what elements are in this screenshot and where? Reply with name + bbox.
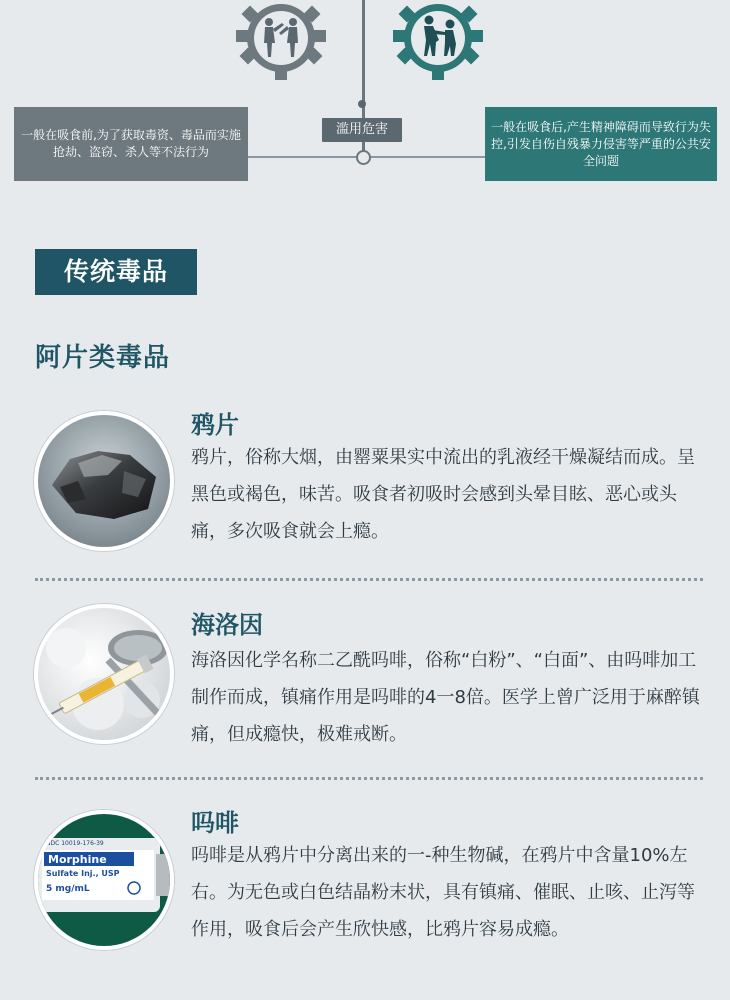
vial-line2: Sulfate Inj., USP — [46, 869, 120, 878]
heroin-photo — [34, 604, 174, 744]
divider — [35, 777, 703, 780]
section-badge-traditional-drugs: 传统毒品 — [35, 249, 197, 295]
vial-strength: 5 mg/mL — [46, 884, 90, 894]
vial-brand: Morphine — [48, 853, 107, 866]
morphine-vial-photo — [34, 810, 174, 950]
vial-ndc: NDC 10019-176-39 — [46, 840, 104, 847]
subsection-title-opiates: 阿片类毒品 — [35, 343, 171, 373]
diagram-node — [356, 150, 371, 165]
abuse-harm-label: 滥用危害 — [322, 118, 402, 142]
drug-name-heroin: 海洛因 — [191, 611, 263, 639]
opium-photo — [34, 411, 174, 551]
drug-name-opium: 鸦片 — [191, 411, 239, 439]
heroin-image — [38, 608, 170, 740]
drug-name-morphine: 吗啡 — [191, 809, 239, 837]
gear-violence-icon — [236, 0, 326, 86]
diagram-dot — [358, 100, 366, 108]
divider — [35, 578, 703, 581]
opium-image — [38, 415, 170, 547]
gear-assault-icon — [393, 0, 483, 86]
before-use-box: 一般在吸食前,为了获取毒资、毒品而实施抢劫、盗窃、杀人等不法行为 — [14, 107, 248, 181]
after-use-box: 一般在吸食后,产生精神障碍而导致行为失控,引发自伤自残暴力侵害等严重的公共安全问题 — [485, 107, 717, 181]
drug-description-morphine: 吗啡是从鸦片中分离出来的一-种生物碱，在鸦片中含量10%左右。为无色或白色结晶粉末状，具有镇痛、催眠、止咳、止泻等作用，吸食后会产生欣快感，比鸦片容易成瘾。 — [191, 845, 695, 940]
morphine-image — [38, 814, 170, 946]
drug-description-opium: 鸦片，俗称大烟，由罂粟果实中流出的乳液经干燥凝结而成。呈黑色或褐色，味苦。吸食者初吸时会感到头晕目眩、恶心或头痛，多次吸食就会上瘾。 — [191, 447, 695, 542]
drug-description-heroin: 海洛因化学名称二乙酰吗啡，俗称“白粉”、“白面”、由吗啡加工制作而成，镇痛作用是吗啡的4一8倍。医学上曾广泛用于麻醉镇痛，但成瘾快，极难戒断。 — [191, 650, 700, 745]
